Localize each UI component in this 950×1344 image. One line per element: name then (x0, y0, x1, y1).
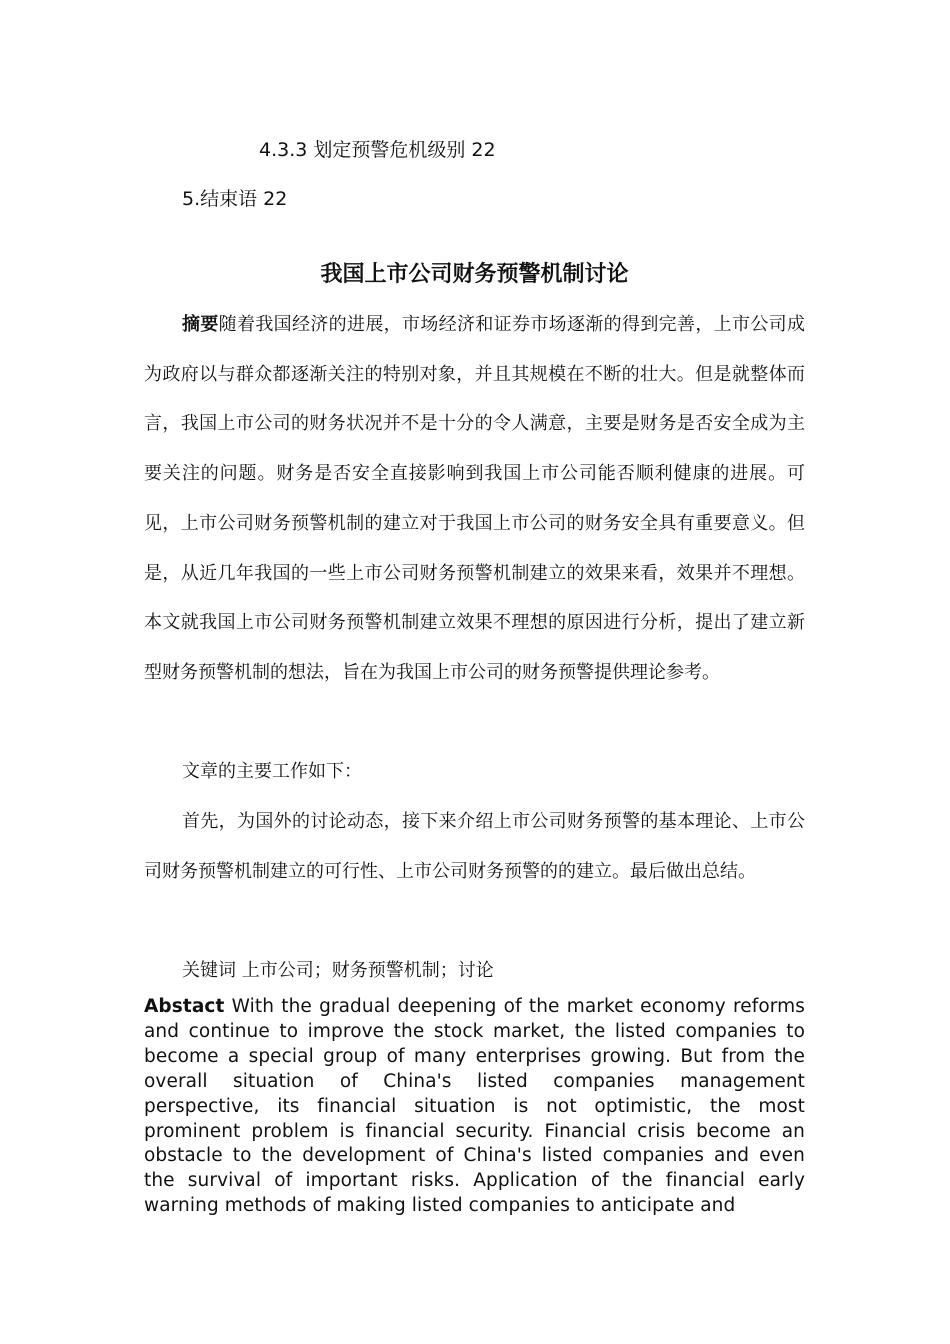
main-work-body: 首先，为国外的讨论动态，接下来介绍上市公司财务预警的基本理论、上市公司财务预警机制建立的可行性、上市公司财务预警的的建立。最后做出总结。 (144, 811, 805, 882)
toc-item-5: 5.结束语 22 (182, 188, 288, 210)
abstract-chinese-text: 随着我国经济的进展，市场经济和证券市场逐渐的得到完善，上市公司成为政府以与群众都逐渐关注的特别对象，并且其规模在不断的壮大。但是就整体而言，我国上市公司的财务状况并不是十分的令人满意，主要是财务是否安全成为主要关注的问题。财务是否安全直接影响到我国上市公司能否顺利健康的进展。可见，上市公司财务预警机制的建立对于我国上市公司的财务安全具有重要意义。但是，从近几年我国的一些上市公司财务预警机制建立的效果来看，效果并不理想。本文就我国上市公司财务预警机制建立效果不理想的原因进行分析，提出了建立新型财务预警机制的想法，旨在为我国上市公司的财务预警提供理论参考。 (144, 314, 806, 683)
main-work-intro: 文章的主要工作如下： (182, 761, 362, 782)
keywords-chinese: 关键词 上市公司；财务预警机制；讨论 (182, 960, 494, 981)
abstract-english (144, 995, 805, 1219)
abstract-english-text: With the gradual deepening of the market economy reforms and continue to improve the stock market, the listed companies to become a special group of many enterprises growing. But from the overall situation of China's listed companies management perspective, its financial situation is not optimistic, the most prominent problem is financial security. Financial crisis become an obstacle to the development of China's listed companies and even the survival of important risks. Application of the financial early warning methods of making listed companies to anticipate and (144, 996, 805, 1217)
toc-item-4-3-3: 4.3.3 划定预警危机级别 22 (259, 139, 496, 161)
abstract-chinese (144, 300, 805, 698)
paper-title: 我国上市公司财务预警机制讨论 (320, 262, 629, 287)
abstract-chinese-label: 摘要 (182, 314, 219, 335)
abstract-english-label: Abstact (144, 996, 225, 1017)
